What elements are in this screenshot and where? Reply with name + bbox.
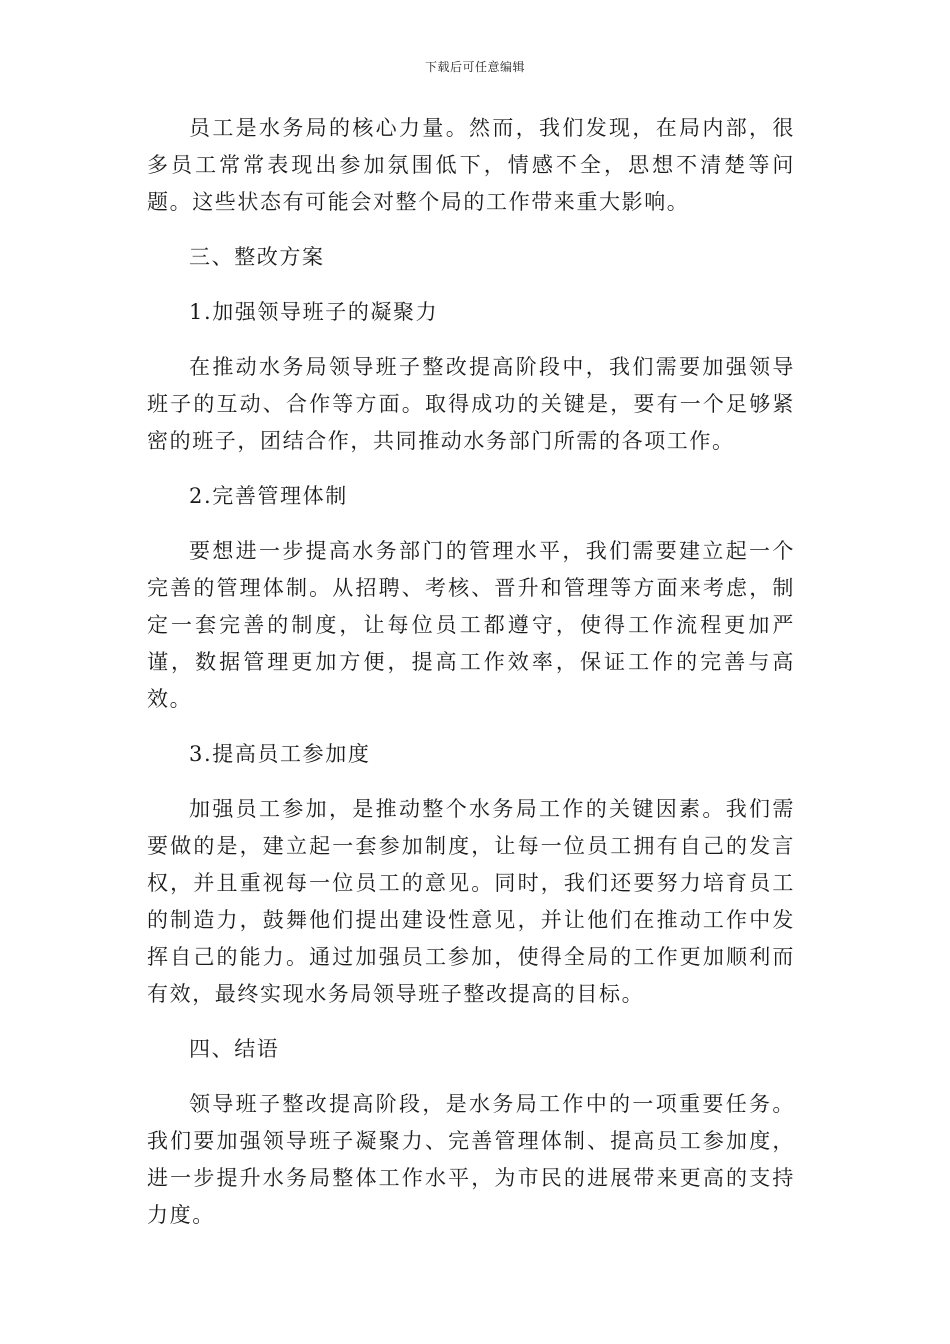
subheading-management: 2.完善管理体制 <box>189 484 348 508</box>
subheading-cohesion: 1.加强领导班子的凝聚力 <box>189 300 439 324</box>
paragraph-conclusion: 领导班子整改提高阶段，是水务局工作中的一项重要任务。我们要加强领导班子凝聚力、完善管理体制、提高员工参加度，进一步提升水务局整体工作水平，为市民的进展带来更高的支持力度。 <box>147 1092 795 1227</box>
paragraph-management: 要想进一步提高水务部门的管理水平，我们需要建立起一个完善的管理体制。从招聘、考核、晋升和管理等方面来考虑，制定一套完善的制度，让每位员工都遵守，使得工作流程更加严谨，数据管理更加方便，提高工作效率，保证工作的完善与高效。 <box>147 539 795 711</box>
paragraph-cohesion: 在推动水务局领导班子整改提高阶段中，我们需要加强领导班子的互动、合作等方面。取得成功的关键是，要有一个足够紧密的班子，团结合作，共同推动水务部门所需的各项工作。 <box>147 355 795 453</box>
document-body <box>147 110 795 1234</box>
section-heading-rectification: 三、整改方案 <box>189 245 325 269</box>
subheading-participation: 3.提高员工参加度 <box>189 742 371 766</box>
section-heading-conclusion: 四、结语 <box>189 1037 280 1061</box>
paragraph-participation: 加强员工参加，是推动整个水务局工作的关键因素。我们需要做的是，建立起一套参加制度，让每一位员工拥有自己的发言权，并且重视每一位员工的意见。同时，我们还要努力培育员工的制造力，鼓舞他们提出建设性意见，并让他们在推动工作中发挥自己的能力。通过加强员工参加，使得全局的工作更加顺利而有效，最终实现水务局领导班子整改提高的目标。 <box>147 797 795 1006</box>
page-header: 下载后可任意编辑 <box>424 60 525 74</box>
paragraph-staff-issues: 员工是水务局的核心力量。然而，我们发现，在局内部，很多员工常常表现出参加氛围低下，情感不全，思想不清楚等问题。这些状态有可能会对整个局的工作带来重大影响。 <box>147 116 795 214</box>
